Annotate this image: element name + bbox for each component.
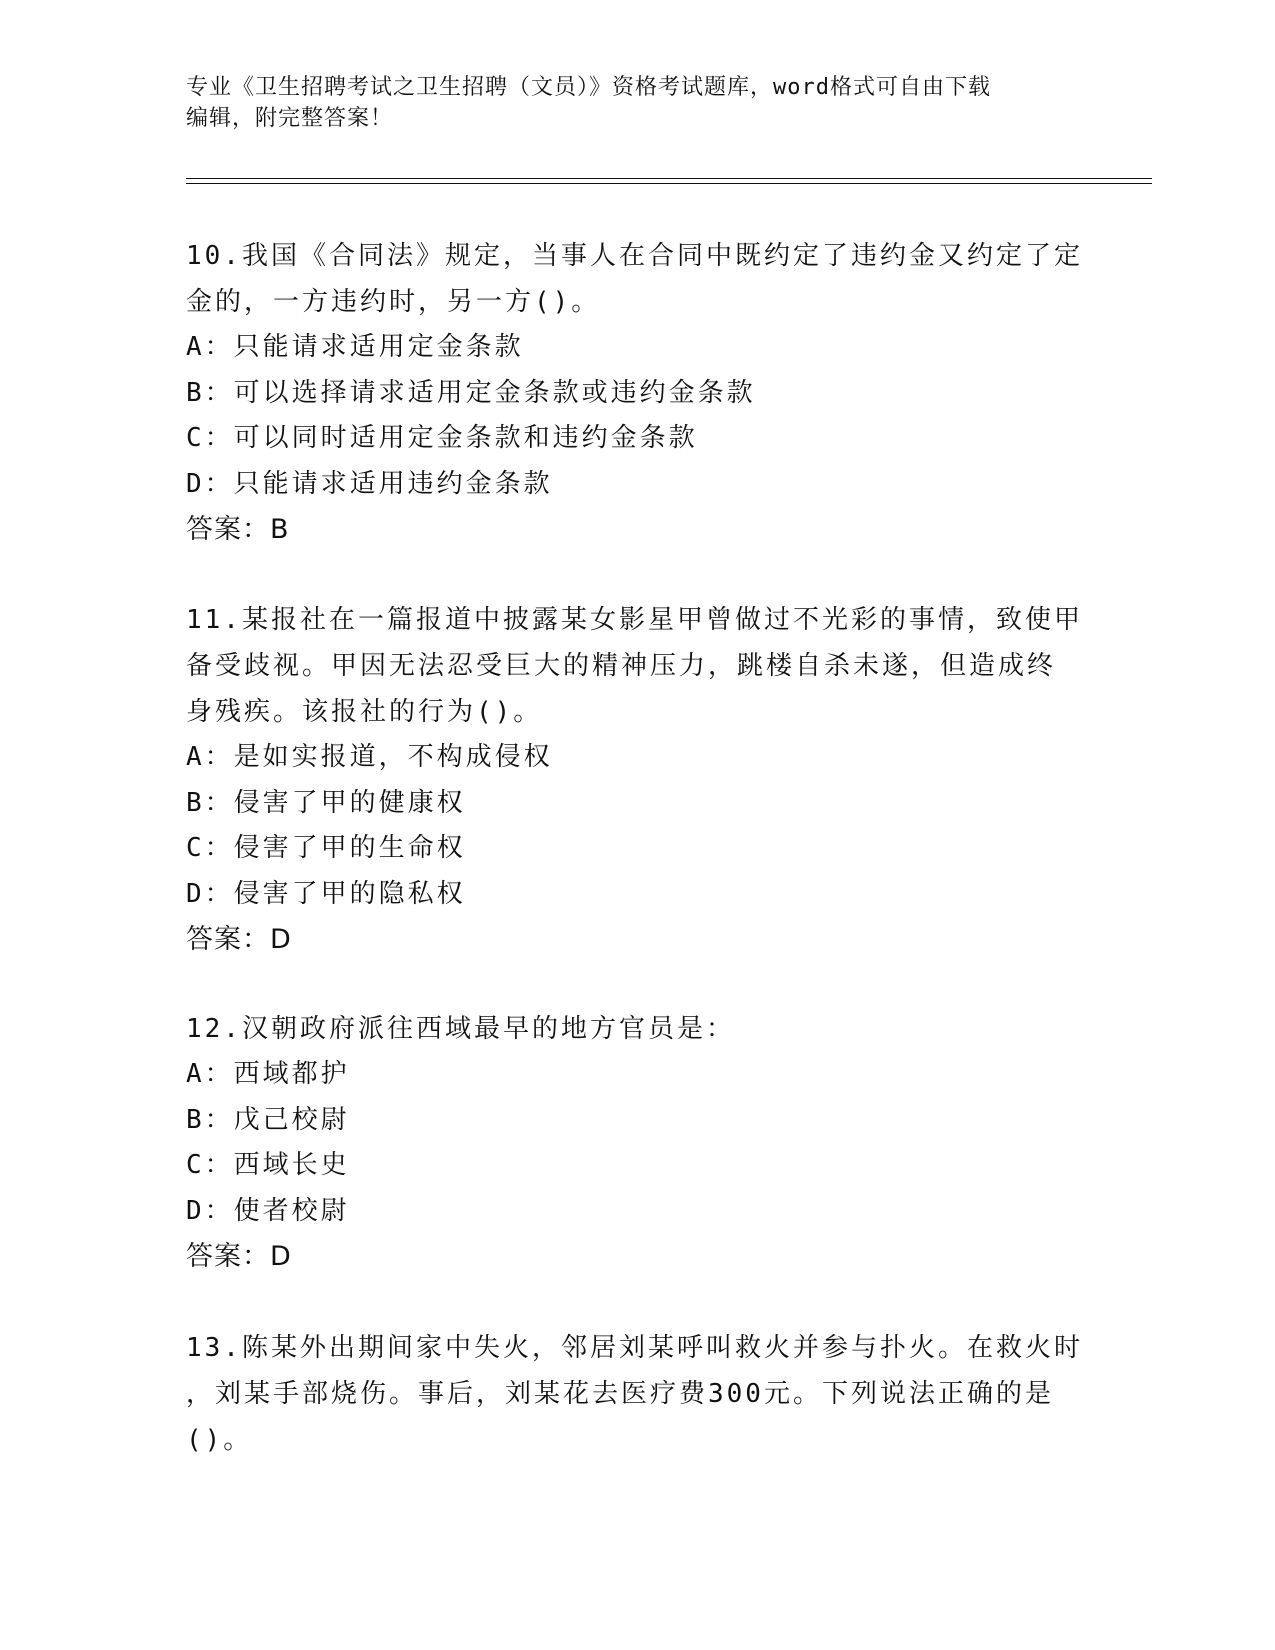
option-d: D：使者校尉	[186, 1195, 350, 1226]
option-c: C：西域长史	[186, 1150, 350, 1180]
answer-line: 答案：B	[186, 514, 290, 545]
option-b: B：可以选择请求适用定金条款或违约金条款	[186, 377, 756, 408]
question-10	[186, 233, 1086, 553]
option-c: C：可以同时适用定金条款和违约金条款	[186, 423, 698, 453]
header-divider-bottom	[186, 183, 1152, 184]
question-11	[186, 597, 1086, 963]
document-header	[186, 72, 1066, 134]
answer-line: 答案：D	[186, 1241, 292, 1272]
question-stem-line: 12.汉朝政府派往西域最早的地方官员是：	[186, 1014, 735, 1044]
option-b: B：侵害了甲的健康权	[186, 787, 466, 818]
option-a: A：只能请求适用定金条款	[186, 332, 524, 362]
answer-line: 答案：D	[186, 924, 292, 955]
question-stem-line: 13.陈某外出期间家中失火，邻居刘某呼叫救火并参与扑火。在救火时	[186, 1333, 1083, 1363]
question-stem-line: ，刘某手部烧伤。事后，刘某花去医疗费300元。下列说法正确的是	[186, 1379, 1054, 1409]
header-line-1: 专业《卫生招聘考试之卫生招聘（文员）》资格考试题库，word格式可自由下载	[186, 75, 991, 100]
option-a: A：西域都护	[186, 1059, 350, 1089]
header-line-2: 编辑，附完整答案！	[186, 106, 394, 131]
question-stem-line: 身残疾。该报社的行为()。	[186, 697, 543, 727]
option-d: D：侵害了甲的隐私权	[186, 878, 466, 909]
question-stem-line: 金的，一方违约时，另一方()。	[186, 287, 601, 317]
question-stem-line: 备受歧视。甲因无法忍受巨大的精神压力，跳楼自杀未遂，但造成终	[186, 651, 1057, 681]
question-13	[186, 1325, 1086, 1463]
question-stem-line: 10.我国《合同法》规定，当事人在合同中既约定了违约金又约定了定	[186, 241, 1083, 271]
option-a: A：是如实报道，不构成侵权	[186, 742, 553, 772]
option-b: B：戊己校尉	[186, 1104, 350, 1135]
question-12	[186, 1006, 1086, 1280]
option-c: C：侵害了甲的生命权	[186, 833, 466, 863]
header-divider-top	[186, 178, 1152, 179]
question-stem-line: ()。	[186, 1425, 253, 1455]
option-d: D：只能请求适用违约金条款	[186, 468, 553, 499]
question-stem-line: 11.某报社在一篇报道中披露某女影星甲曾做过不光彩的事情，致使甲	[186, 605, 1083, 635]
